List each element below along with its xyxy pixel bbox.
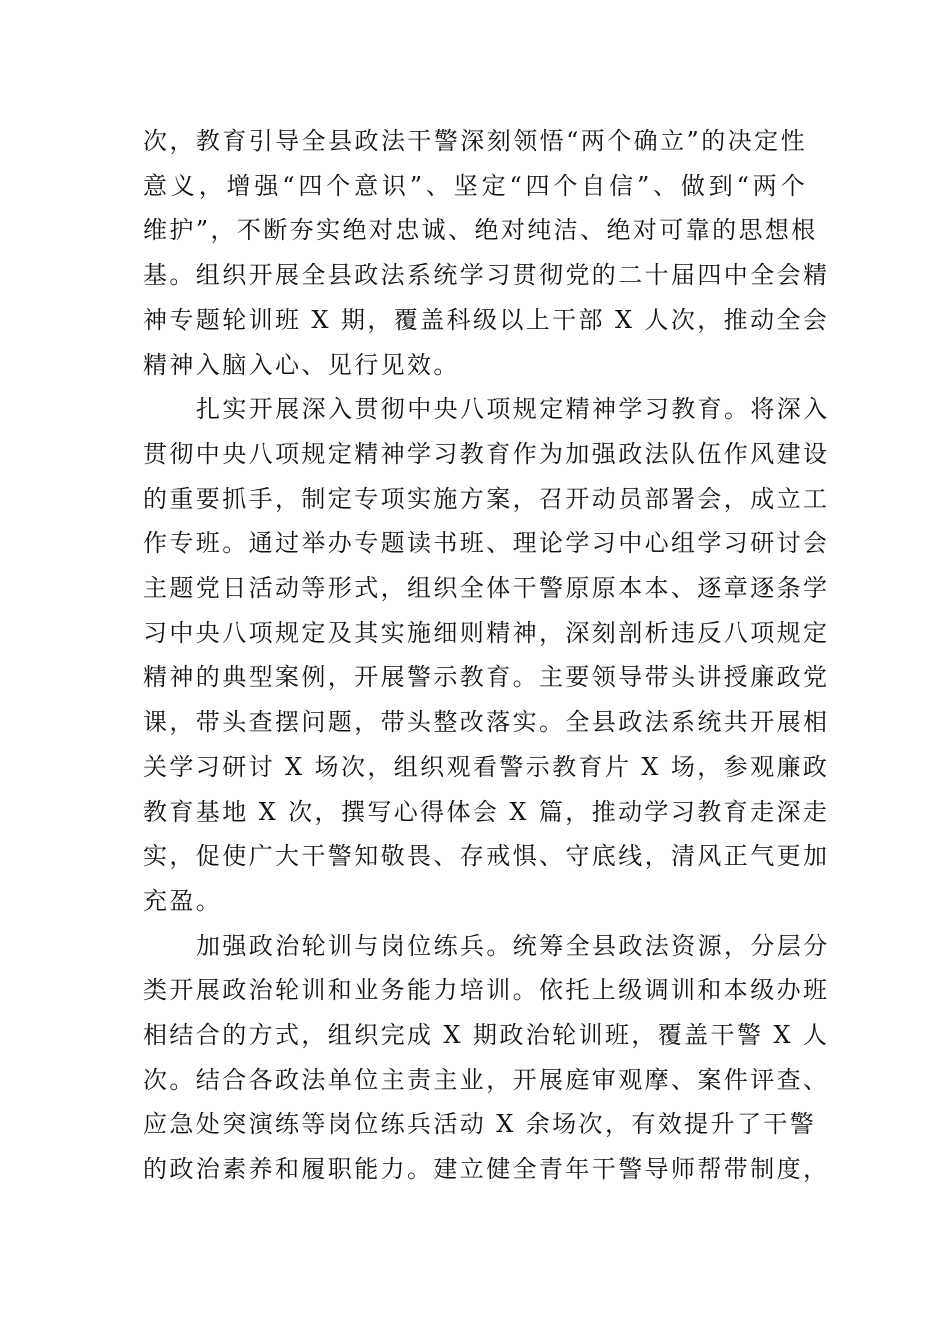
- text-line: 贯彻中央八项规定精神学习教育作为加强政法队伍作风建设: [143, 439, 830, 468]
- text-line: 基。组织开展全县政法系统学习贯彻党的二十届四中全会精: [143, 261, 830, 290]
- text-line: 关学习研讨 X 场次，组织观看警示教育片 X 场，参观廉政: [143, 752, 830, 781]
- text-line: 次，教育引导全县政法干警深刻领悟“两个确立”的决定性: [143, 127, 807, 155]
- paragraph-1: [143, 119, 830, 387]
- paragraph-2: [143, 387, 830, 923]
- text-line: 的政治素养和履职能力。建立健全青年干警导师帮带制度，: [143, 1155, 830, 1184]
- text-line: 次。结合各政法单位主责主业，开展庭审观摩、案件评查、: [143, 1065, 830, 1094]
- text-line-indented: 扎实开展深入贯彻中央八项规定精神学习教育。将深入: [196, 395, 830, 424]
- text-line: 的重要抓手，制定专项实施方案，召开动员部署会，成立工: [143, 484, 830, 513]
- text-line: 习中央八项规定及其实施细则精神，深刻剖析违反八项规定: [143, 618, 830, 647]
- text-line: 充盈。: [143, 886, 223, 915]
- text-line: 维护”，不断夯实绝对忠诚、绝对纯洁、绝对可靠的思想根: [143, 216, 818, 245]
- text-line-indented: 加强政治轮训与岗位练兵。统筹全县政法资源，分层分: [196, 931, 830, 960]
- document-body: [143, 119, 830, 1192]
- text-line: 意义，增强“四个意识”、坚定“四个自信”、做到“两个: [143, 171, 807, 200]
- text-line: 应急处突演练等岗位练兵活动 X 余场次，有效提升了干警: [143, 1110, 817, 1139]
- text-line: 课，带头查摆问题，带头整改落实。全县政法系统共开展相: [143, 708, 830, 737]
- text-line: 实，促使广大干警知敬畏、存戒惧、守底线，清风正气更加: [143, 842, 830, 871]
- text-line: 相结合的方式，组织完成 X 期政治轮训班，覆盖干警 X 人: [143, 1021, 830, 1050]
- text-line: 作专班。通过举办专题读书班、理论学习中心组学习研讨会: [143, 529, 830, 558]
- text-line: 神专题轮训班 X 期，覆盖科级以上干部 X 人次，推动全会: [143, 305, 830, 334]
- text-line: 精神的典型案例，开展警示教育。主要领导带头讲授廉政党: [143, 663, 830, 692]
- text-line: 教育基地 X 次，撰写心得体会 X 篇，推动学习教育走深走: [143, 797, 830, 826]
- text-line: 主题党日活动等形式，组织全体干警原原本本、逐章逐条学: [143, 574, 830, 603]
- text-line: 精神入脑入心、见行见效。: [143, 350, 460, 379]
- paragraph-3: [143, 924, 830, 1192]
- text-line: 类开展政治轮训和业务能力培训。依托上级调训和本级办班: [143, 976, 830, 1005]
